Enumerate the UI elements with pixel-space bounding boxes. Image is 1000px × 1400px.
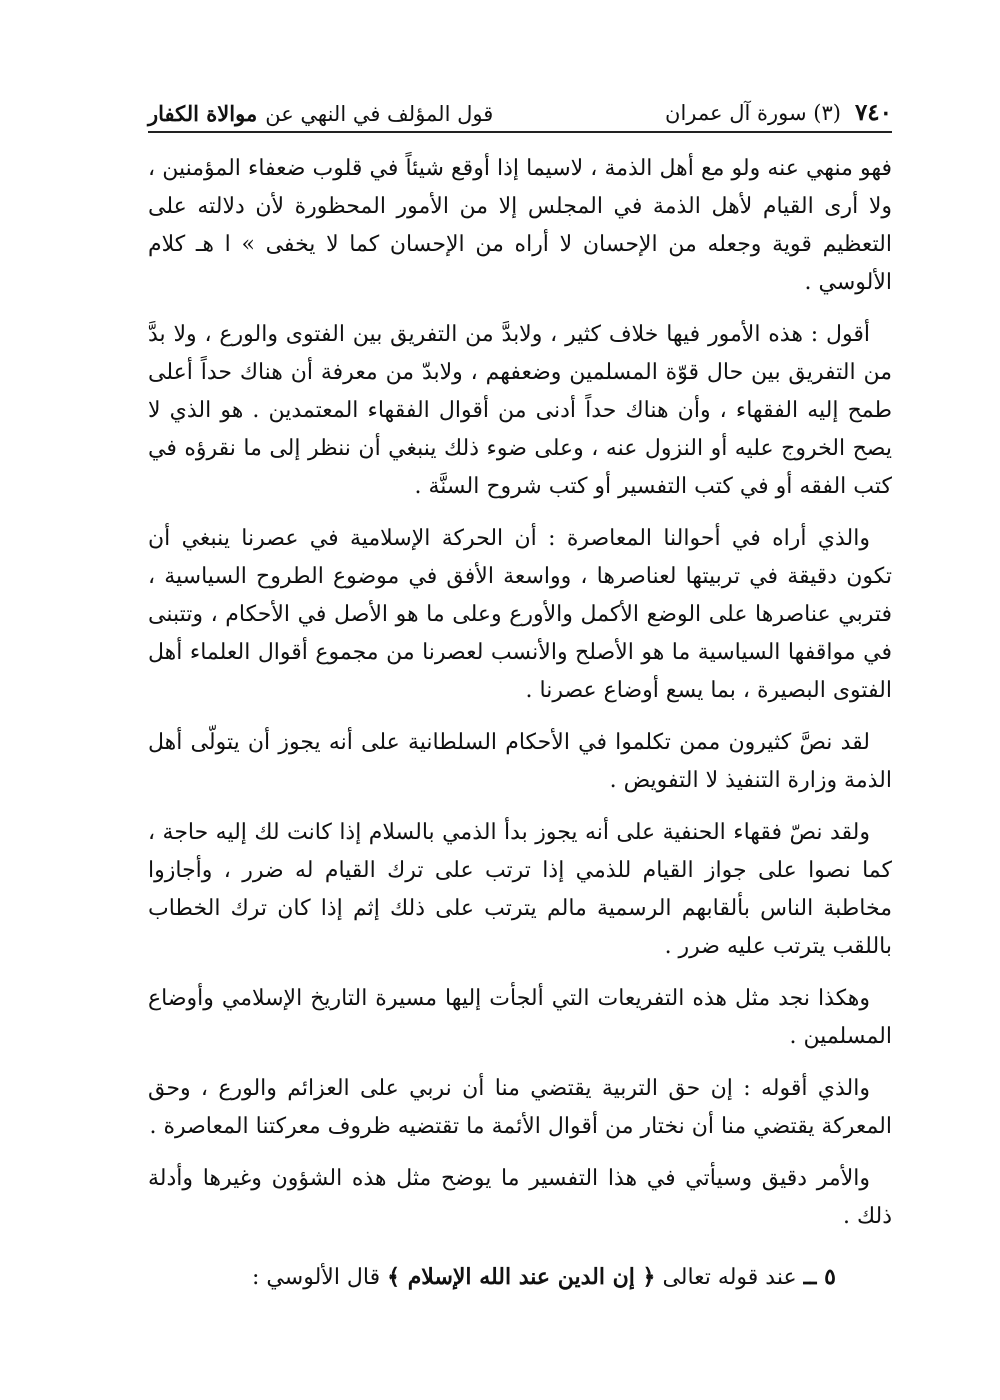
surah-title: (٣) سورة آل عمران bbox=[665, 101, 841, 125]
running-title-text: قول المؤلف في النهي عن bbox=[265, 102, 494, 126]
main-text bbox=[148, 150, 892, 1297]
item-outro: قال الألوسي : bbox=[252, 1265, 381, 1290]
header-divider bbox=[148, 131, 892, 133]
paragraph-2: أقول : هذه الأمور فيها خلاف كثير ، ولابدَّ من التفريق بين الفتوى والورع ، ولا بدَّ من التفريق بين حال قوّة المسلمين وضعفهم ، ولابدّ من معرفة أن هناك حداً أعلى طمح إليه الفقهاء ، وأن هناك حداً أدنى من أقوال الفقهاء المعتمدين . هو الذي لا يصح الخروج عليه أو النزول عنه ، وعلى ضوء ذلك ينبغي أن ننظر إلى ما نقرؤه في كتب الفقه أو في كتب التفسير أو كتب شروح السنَّة . bbox=[148, 322, 892, 499]
item-intro: عند قوله تعالى bbox=[662, 1265, 797, 1290]
header-right bbox=[665, 99, 892, 126]
paragraph-6: وهكذا نجد مثل هذه التفريعات التي ألجأت إليها مسيرة التاريخ الإسلامي وأوضاع المسلمين . bbox=[148, 986, 892, 1049]
numbered-item bbox=[148, 1258, 892, 1297]
paragraph-7: والذي أقوله : إن حق التربية يقتضي منا أن نربي على العزائم والورع ، وحق المعركة يقتضي منا أن نختار من أقوال الأئمة ما تقتضيه ظروف معركتنا المعاصرة . bbox=[148, 1076, 892, 1139]
paragraph-1: فهو منهي عنه ولو مع أهل الذمة ، لاسيما إذا أوقع شيئاً في قلوب ضعفاء المؤمنين ، ولا أرى القيام لأهل الذمة في المجلس إلا من الأمور المحظورة لأن دلالته على التعظيم قوية وجعله من الإحسان لا أراه من الإحسان كما لا يخفى » ا هـ كلام الألوسي . bbox=[148, 156, 893, 295]
paragraph-8: والأمر دقيق وسيأتي في هذا التفسير ما يوضح مثل هذه الشؤون وغيرها وأدلة ذلك . bbox=[148, 1166, 892, 1229]
running-title-bold: موالاة الكفار bbox=[148, 101, 258, 126]
paragraph-3: والذي أراه في أحوالنا المعاصرة : أن الحركة الإسلامية في عصرنا ينبغي أن تكون دقيقة في تربيتها لعناصرها ، وواسعة الأفق في موضوع الطروح السياسية ، فتربي عناصرها على الوضع الأكمل والأورع وعلى ما هو الأصل في الأحكام ، وتتبنى في مواقفها السياسية ما هو الأصلح والأنسب لعصرنا من مجموع أقوال العلماء أهل الفتوى البصيرة ، بما يسع أوضاع عصرنا . bbox=[148, 526, 892, 703]
page-header bbox=[148, 86, 892, 126]
paragraph-4: لقد نصَّ كثيرون ممن تكلموا في الأحكام السلطانية على أنه يجوز أن يتولّى أهل الذمة وزارة التنفيذ لا التفويض . bbox=[148, 730, 892, 793]
running-title bbox=[148, 101, 493, 126]
quran-verse: ﴿ إن الدين عند الله الإسلام ﴾ bbox=[387, 1264, 656, 1290]
paragraph-5: ولقد نصّ فقهاء الحنفية على أنه يجوز بدأ الذمي بالسلام إذا كانت لك إليه حاجة ، كما نصوا على جواز القيام للذمي إذا ترتب على ترك القيام له ضرر ، وأجازوا مخاطبة الناس بألقابهم الرسمية مالم يترتب على ذلك إثم إذا كان ترك الخطاب باللقب يترتب عليه ضرر . bbox=[148, 820, 892, 959]
item-number: ٥ ــ bbox=[803, 1264, 836, 1290]
page-number: ٧٤٠ bbox=[854, 99, 892, 126]
